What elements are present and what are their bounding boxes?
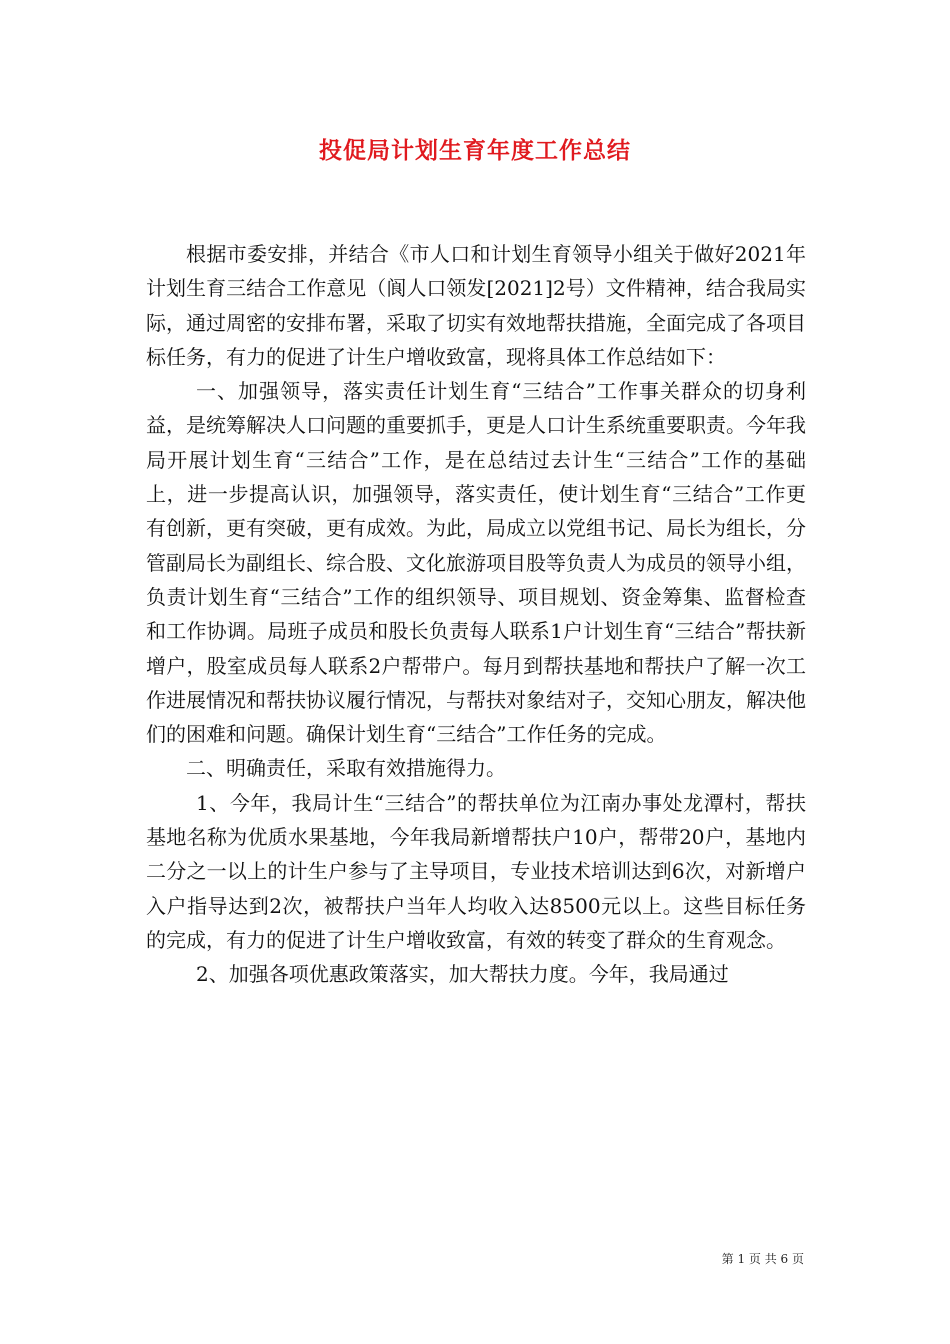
paragraph-item-2: 2、加强各项优惠政策落实，加大帮扶力度。今年，我局通过 — [196, 962, 729, 987]
paragraph-intro: 根据市委安排，并结合《市人口和计划生育领导小组关于做好2021年计划生育三结合工作意见（阆人口领发[2021]2号）文件精神，结合我局实际，通过周密的安排布署，采取了切实有效地帮扶措施，全面完成了各项目标任务，有力的促进了计生户增收致富，现将具体工作总结如下： — [146, 242, 806, 369]
paragraph-section-1: 一、加强领导，落实责任计划生育“三结合”工作事关群众的切身利益，是统筹解决人口问题的重要抓手，更是人口计生系统重要职责。今年我局开展计划生育“三结合”工作，是在总结过去计生“三结合”工作的基础上，进一步提高认识，加强领导，落实责任，使计划生育“三结合”工作更有创新，更有突破，更有成效。为此，局成立以党组书记、局长为组长，分管副局长为副组长、综合股、文化旅游项目股等负责人为成员的领导小组，负责计划生育“三结合”工作的组织领导、项目规划、资金筹集、监督检查和工作协调。局班子成员和股长负责每人联系1户计划生育“三结合”帮扶新增户，股室成员每人联系2户帮带户。每月到帮扶基地和帮扶户了解一次工作进展情况和帮扶协议履行情况，与帮扶对象结对子，交知心朋友，解决他们的困难和问题。确保计划生育“三结合”工作任务的完成。 — [146, 379, 806, 747]
paragraph-item-1: 1、今年，我局计生“三结合”的帮扶单位为江南办事处龙潭村，帮扶基地名称为优质水果基地，今年我局新增帮扶户10户，帮带20户，基地内二分之一以上的计生户参与了主导项目，专业技术培训达到6次，对新增户入户指导达到2次，被帮扶户当年人均收入达8500元以上。这些目标任务的完成，有力的促进了计生户增收致富，有效的转变了群众的生育观念。 — [146, 790, 806, 952]
document-title: 投促局计划生育年度工作总结 — [319, 137, 631, 164]
page-number-footer: 第 1 页 共 6 页 — [721, 1252, 804, 1266]
document-body — [146, 237, 806, 992]
paragraph-section-2-heading: 二、明确责任，采取有效措施得力。 — [186, 756, 506, 781]
